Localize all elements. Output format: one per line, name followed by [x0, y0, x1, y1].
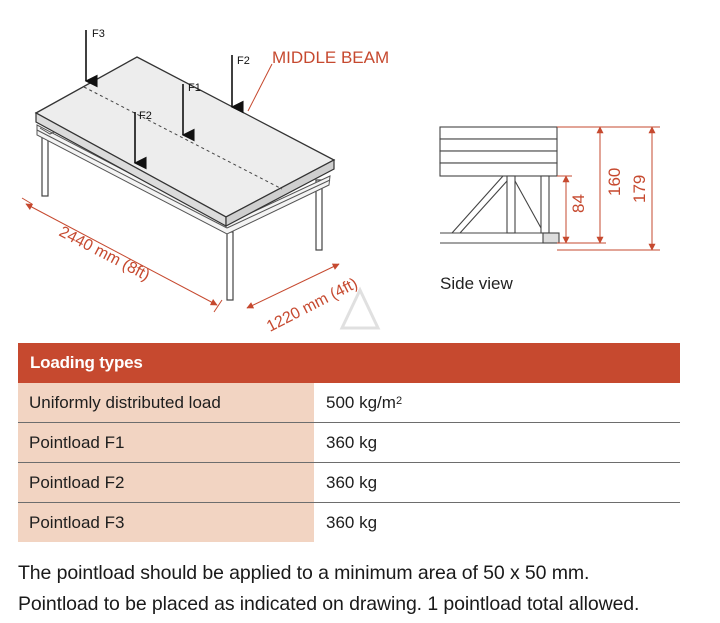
table-row [18, 383, 680, 423]
row-value: 360 kg [326, 432, 378, 452]
row-label: Pointload F3 [18, 503, 314, 542]
table-row [18, 503, 680, 542]
row-value: 360 kg [326, 512, 378, 532]
length-label: 2440 mm (8ft) [56, 223, 153, 285]
side-view [440, 127, 559, 243]
table-row [18, 463, 680, 503]
loading-types-table [18, 343, 680, 542]
superscript: 2 [395, 394, 403, 407]
force-label-f3: F3 [92, 28, 105, 40]
pointload-note [18, 558, 639, 620]
row-label: Uniformly distributed load [18, 383, 314, 422]
width-label: 1220 mm (4ft) [264, 275, 361, 336]
note-line: The pointload should be applied to a minimum area of 50 x 50 mm. [18, 562, 590, 584]
side-dim-160: 160 [605, 167, 624, 196]
row-label: Pointload F2 [18, 463, 314, 502]
note-line: Pointload to be placed as indicated on drawing. 1 pointload total allowed. [18, 593, 640, 615]
table-row [18, 423, 680, 463]
force-label-f2-right: F2 [237, 55, 250, 67]
side-dim-179: 179 [630, 174, 649, 203]
row-value: 500 kg/m $^2$ [326, 392, 403, 412]
force-label-f1: F1 [188, 82, 201, 94]
row-value: 360 kg [326, 472, 378, 492]
middle-beam-label: MIDDLE BEAM [272, 48, 390, 67]
side-dim-84: 84 [569, 194, 588, 213]
side-view-caption: Side view [440, 274, 513, 293]
force-label-f2-left: F2 [139, 110, 152, 122]
row-label: Pointload F1 [18, 423, 314, 462]
table-header: Loading types [18, 343, 680, 383]
